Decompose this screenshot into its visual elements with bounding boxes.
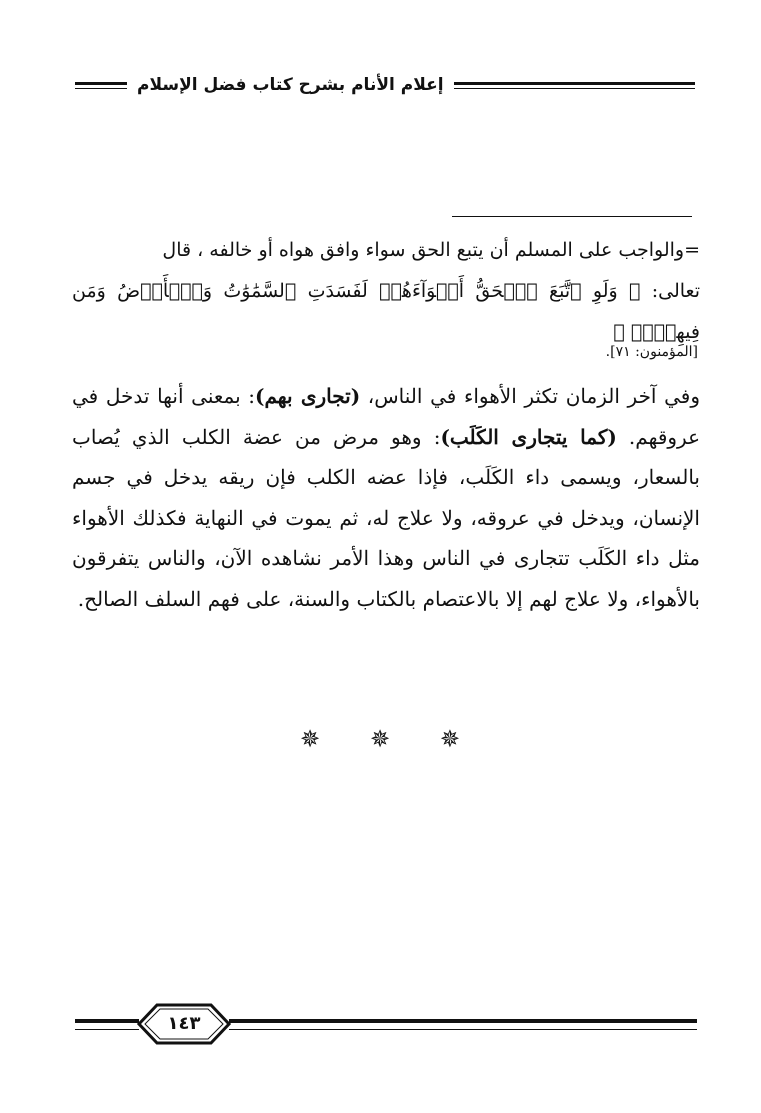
header-rule-left xyxy=(454,82,695,89)
text-segment: : بمعنى أنها تدخل في عروقهم. xyxy=(72,384,701,449)
footer-rule-left xyxy=(75,1019,139,1030)
star-ornament-icon: ✵ xyxy=(439,725,460,753)
footer-rule-right xyxy=(229,1019,697,1030)
header-rule-right xyxy=(75,82,127,89)
main-paragraph xyxy=(72,376,700,619)
quoted-phrase: (كما يتجارى الكَلَب) xyxy=(440,424,617,449)
page-footer xyxy=(75,1003,697,1047)
footnote-block xyxy=(72,230,700,353)
quoted-phrase: (تجارى بهم) xyxy=(255,384,361,408)
header-title: إعلام الأنام بشرح كتاب فضل الإسلام xyxy=(137,75,444,95)
running-header xyxy=(75,70,695,100)
star-ornament-icon: ✵ xyxy=(300,725,321,753)
section-ornaments xyxy=(300,725,460,753)
footnote-line-2: تعالى: ﴿ وَلَوِ ٱتَّبَعَ ٱلۡحَقُّ أَهۡوَآءَهُمۡ لَفَسَدَتِ ٱلسَّمَٰوَٰتُ وَٱلۡأَرۡضُ وَمَن فِيهِنَّۚ ﴾ xyxy=(72,280,700,343)
star-ornament-icon: ✵ xyxy=(369,725,391,753)
page-number: ١٤٣ xyxy=(167,1013,201,1034)
text-segment: وفي آخر الزمان تكثر الأهواء في الناس، xyxy=(360,384,701,408)
text-segment: : وهو مرض من عضة الكلب الذي يُصاب بالسعار، ويسمى داء الكَلَب، فإذا عضه الكلب فإن ريقه يدخل في جسم الإنسان، ويدخل في عروقه، ولا علاج له، ثم يموت في النهاية فكذلك الأهواء مثل داء الكَلَب تتجارى في الناس وهذا الأمر نشاهده الآن، والناس يتفرقون بالأهواء، ولا علاج لهم إلا بالاعتصام بالكتاب والسنة، على فهم السلف الصالح. xyxy=(72,424,700,611)
footnote-separator xyxy=(452,216,692,217)
footnote-line-1: =والواجب على المسلم أن يتبع الحق سواء وافق هواه أو خالفه ، قال xyxy=(162,239,700,261)
quran-reference: [المؤمنون: ٧١]. xyxy=(605,344,698,360)
